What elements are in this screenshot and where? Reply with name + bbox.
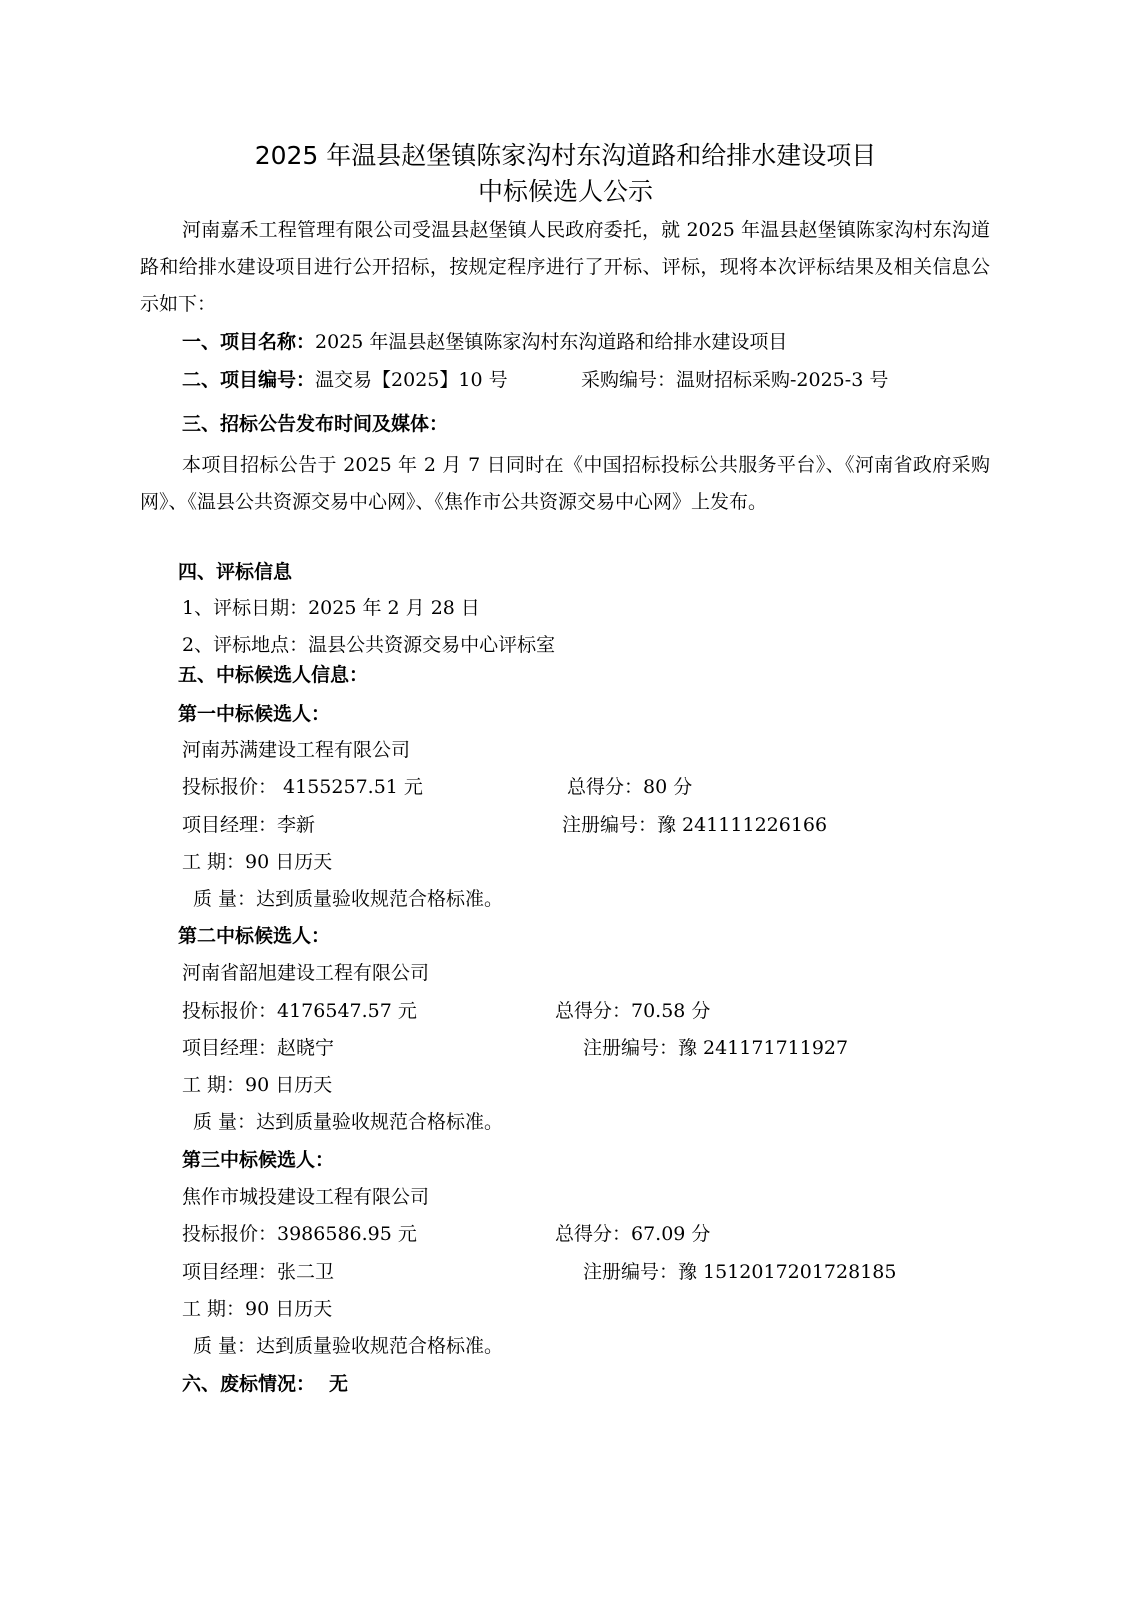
document-title-line1: 2025 年温县赵堡镇陈家沟村东沟道路和给排水建设项目 bbox=[254, 141, 877, 170]
candidate-price: 投标报价： 4155257.51 元 bbox=[182, 776, 423, 798]
project-name-label: 一、项目名称： bbox=[182, 331, 316, 353]
purchase-number: 采购编号：温财招标采购-2025-3 号 bbox=[581, 369, 889, 391]
announcement-paragraph: 本项目招标公告于 2025 年 2 月 7 日同时在《中国招标投标公共服务平台》、《河南省政府采购网》、《温县公共资源交易中心网》、《焦作市公共资源交易中心网》上发布。 bbox=[140, 454, 990, 513]
candidate-rank: 第三中标候选人： bbox=[182, 1149, 335, 1171]
candidate-price: 投标报价：3986586.95 元 bbox=[182, 1223, 417, 1245]
document-title-line2: 中标候选人公示 bbox=[477, 177, 653, 206]
candidate-quality: 质 量：达到质量验收规范合格标准。 bbox=[193, 1111, 504, 1133]
candidate-score: 总得分：67.09 分 bbox=[555, 1223, 711, 1245]
section3-heading: 三、招标公告发布时间及媒体： bbox=[182, 413, 449, 435]
candidate-score: 总得分：80 分 bbox=[567, 776, 693, 798]
candidate-period: 工 期：90 日历天 bbox=[182, 1074, 333, 1096]
project-name-row bbox=[182, 329, 787, 355]
candidate-registration: 注册编号：豫 241171711927 bbox=[583, 1037, 849, 1059]
project-number-row bbox=[182, 367, 508, 393]
section6-value: 无 bbox=[329, 1373, 349, 1395]
candidate-manager: 项目经理：张二卫 bbox=[182, 1261, 335, 1283]
candidate-period: 工 期：90 日历天 bbox=[182, 851, 333, 873]
project-name-value: 2025 年温县赵堡镇陈家沟村东沟道路和给排水建设项目 bbox=[315, 331, 788, 353]
candidate-quality: 质 量：达到质量验收规范合格标准。 bbox=[193, 1335, 504, 1357]
section6-heading: 六、废标情况： bbox=[182, 1373, 316, 1395]
section6-row bbox=[182, 1371, 348, 1397]
candidate-company: 河南苏满建设工程有限公司 bbox=[182, 739, 411, 761]
candidate-registration: 注册编号：豫 1512017201728185 bbox=[583, 1261, 897, 1283]
evaluation-place: 2、评标地点：温县公共资源交易中心评标室 bbox=[182, 634, 556, 656]
intro-paragraph: 河南嘉禾工程管理有限公司受温县赵堡镇人民政府委托，就 2025 年温县赵堡镇陈家沟村东沟道路和给排水建设项目进行公开招标，按规定程序进行了开标、评标，现将本次评标结果及相关信息公示如下： bbox=[140, 219, 990, 315]
candidate-rank: 第一中标候选人： bbox=[178, 703, 331, 725]
candidate-manager: 项目经理：李新 bbox=[182, 814, 316, 836]
candidate-company: 焦作市城投建设工程有限公司 bbox=[182, 1186, 430, 1208]
section5-heading: 五、中标候选人信息： bbox=[178, 664, 369, 686]
candidate-price: 投标报价：4176547.57 元 bbox=[182, 1000, 417, 1022]
candidate-score: 总得分：70.58 分 bbox=[555, 1000, 711, 1022]
project-number-value: 温交易【2025】10 号 bbox=[315, 369, 508, 391]
candidate-period: 工 期：90 日历天 bbox=[182, 1298, 333, 1320]
candidate-quality: 质 量：达到质量验收规范合格标准。 bbox=[193, 888, 504, 910]
candidate-manager: 项目经理：赵晓宁 bbox=[182, 1037, 335, 1059]
candidate-registration: 注册编号：豫 241111226166 bbox=[562, 814, 828, 836]
project-number-label: 二、项目编号： bbox=[182, 369, 316, 391]
evaluation-date: 1、评标日期：2025 年 2 月 28 日 bbox=[182, 597, 480, 619]
section4-heading: 四、评标信息 bbox=[178, 561, 293, 583]
candidate-company: 河南省韶旭建设工程有限公司 bbox=[182, 962, 430, 984]
candidate-rank: 第二中标候选人： bbox=[178, 925, 331, 947]
